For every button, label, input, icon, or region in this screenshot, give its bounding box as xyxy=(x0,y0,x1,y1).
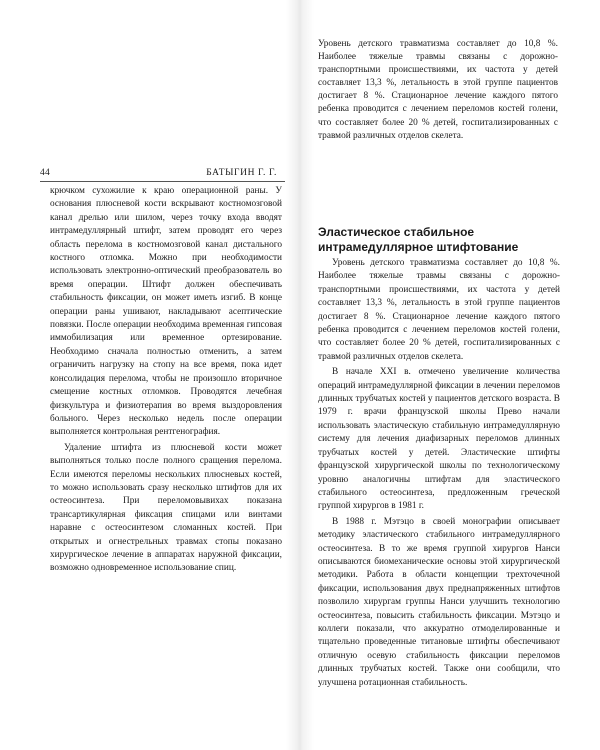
page-number: 44 xyxy=(40,168,50,178)
book-gutter xyxy=(286,0,314,750)
paragraph: Уровень детского травматизма составляет до 10,8 %. Наиболее тяжелые травмы связаны с дорожно-транспортными происшествиями, их частота у детей составляет 13,3 %, летальность в этой группе пациентов достигает 8 %. Стационарное лечение каждого пятого ребенка проводится с лечением переломов костей голени, что составляет более 20 % детей, госпитализированных с травмой различных отделов скелета. xyxy=(318,39,558,141)
running-head-author: БАТЫГИН Г. Г. xyxy=(206,168,277,178)
right-page-text xyxy=(318,257,560,690)
header-rule xyxy=(40,181,285,182)
paragraph: В начале XXI в. отмечено увеличение количества операций интрамедуллярной фиксации в лечении переломов длинных трубчатых костей у пациентов детского возраста. В 1979 г. врачи французской школы Прево начали использовать эластическую стабильную интрамедуллярную систему для лечения диафизарных переломов длинных трубчатых костей у детей. Эластические штифты французской хирургической школы по технологическому уровню аналогичны штифтам для эластического стабильного остеосинтеза, предложенным греческой группой хирургов в 1981 г. xyxy=(318,367,560,512)
running-head xyxy=(40,166,285,182)
paragraph: Удаление штифта из плюсневой кости может выполняться только после полного сращения перелома. Если имеются переломы нескольких плюсневых костей, то можно использовать сразу несколько штифтов для их остеосинтеза. При переломовывихах показана трансартикулярная фиксация спицами или винтами наравне с остеосинтезом сломанных костей. При открытых и огнестрельных травмах стопы показано хирургическое лечение в аппаратах наружной фиксации, возможно одновременное использование спиц. xyxy=(50,442,282,574)
section-heading: Эластическое стабильное интрамедуллярное штифтование xyxy=(318,225,519,254)
paragraph: крючком сухожилие к краю операционной раны. У основания плюсневой кости вскрывают костномозговой канал дрелью или шилом, через точку входа вводят интрамедуллярный штифт, затем проводят его через область перелома в костномозговой канал дистального костного отломка. Можно при необходимости использовать электронно-оптический преобразователь во время операции. Штифт должен обеспечивать стабильность фиксации, он может иметь изгиб. В конце операции раны ушивают, накладывают асептические повязки. После операции необходима временная гипсовая иммобилизация или временное ортезирование. Необходимо сначала полностью отменить, а затем ограничить нагрузку на стопу на все время, пока идет консолидация перелома, чтобы не произошло вторичное смещение костных отломков. Проводятся лечебная физкультура и физиотерапия во время выздоровления больного. Через несколько недель после операции выполняется контрольная рентгенография. xyxy=(50,186,282,438)
left-page-text xyxy=(50,185,282,576)
right-page-top-text xyxy=(318,38,558,143)
paragraph: Уровень детского травматизма составляет до 10,8 %. Наиболее тяжелые травмы связаны с дорожно-транспортными происшествиями, их частота у детей составляет 13,3 %, летальность в этой группе пациентов достигает 8 %. Стационарное лечение каждого пятого ребенка проводится с лечением переломов костей голени, что составляет более 20 % детей, госпитализированных с травмой различных отделов скелета. xyxy=(318,258,560,362)
paragraph: В 1988 г. Мэтэцо в своей монографии описывает методику эластического стабильного интрамедуллярного остеосинтеза. В то же время группой хирургов Нанси описываются биомеханические основы этой хирургической методики. Работа в области концепции трехточечной фиксации, использования двух преднапряженных штифтов позволило хирургам группы Нанси улучшить технологию остеосинтеза, повысить стабильность фиксации. Мэтэцо и коллеги показали, что аккуратно отмоделированные и тщательно проведенные титановые штифты обеспечивают отличную осевую стабильность фиксации переломов длинных трубчатых костей. Также они сообщили, что улучшена ротационная стабильность. xyxy=(318,516,560,688)
